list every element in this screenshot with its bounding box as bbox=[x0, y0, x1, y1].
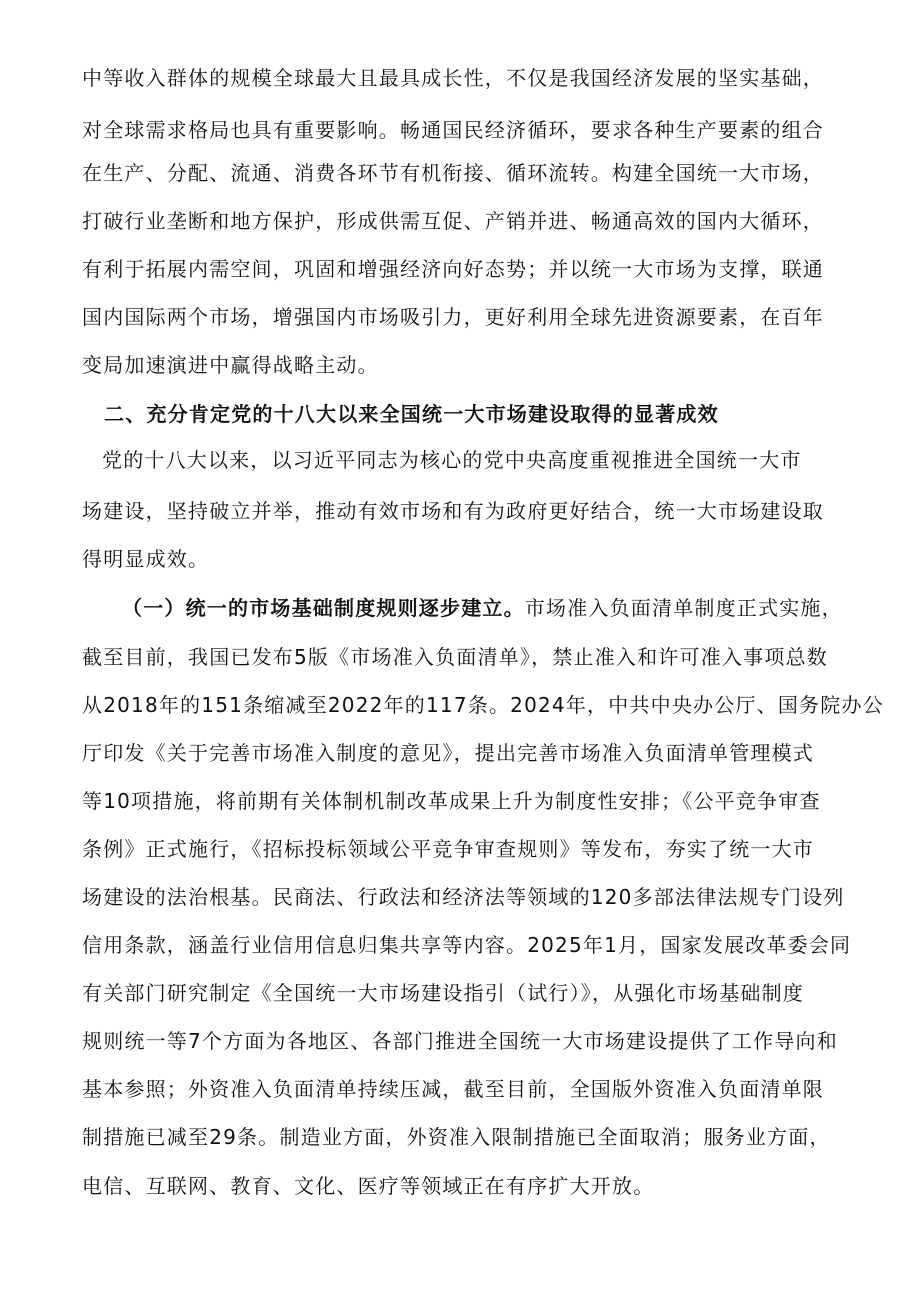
subsection-first-line-rest: 市场准入负面清单制度正式实施， bbox=[524, 596, 843, 620]
paragraph-line: 国内国际两个市场，增强国内市场吸引力，更好利用全球先进资源要素，在百年 bbox=[82, 305, 824, 329]
paragraph-line: 等10项措施，将前期有关体制机制改革成果上升为制度性安排；《公平竞争审查 bbox=[82, 789, 821, 813]
paragraph-line: 有关部门研究制定《全国统一大市场建设指引（试行）》，从强化市场基础制度 bbox=[82, 981, 804, 1005]
paragraph-line: 条例》正式施行，《招标投标领域公平竞争审查规则》等发布，夯实了统一大市 bbox=[82, 837, 814, 861]
paragraph-line: 打破行业垄断和地方保护，形成供需互促、产销并进、畅通高效的国内大循环， bbox=[82, 209, 824, 233]
paragraph-line: 信用条款，涵盖行业信用信息归集共享等内容。2025年1月，国家发展改革委会同 bbox=[82, 933, 852, 957]
paragraph-line: 规则统一等7个方面为各地区、各部门推进全国统一大市场建设提供了工作导向和 bbox=[82, 1029, 838, 1053]
subsection-first-line bbox=[122, 594, 862, 622]
paragraph-line: 从2018年的151条缩减至2022年的117条。2024年，中共中央办公厅、国务院办公 bbox=[82, 693, 884, 717]
paragraph-line: 有利于拓展内需空间，巩固和增强经济向好态势；并以统一大市场为支撑，联通 bbox=[82, 257, 824, 281]
paragraph-line: 变局加速演进中赢得战略主动。 bbox=[82, 353, 379, 377]
paragraph-line: 电信、互联网、教育、文化、医疗等领域正在有序扩大开放。 bbox=[82, 1174, 655, 1198]
paragraph-line: 制措施已减至29条。制造业方面，外资准入限制措施已全面取消；服务业方面， bbox=[82, 1125, 831, 1149]
section-heading: 二、充分肯定党的十八大以来全国统一大市场建设取得的显著成效 bbox=[104, 402, 719, 426]
paragraph-line: 截至目前，我国已发布5版《市场准入负面清单》，禁止准入和许可准入事项总数 bbox=[82, 645, 828, 669]
paragraph-line: 中等收入群体的规模全球最大且最具成长性，不仅是我国经济发展的坚实基础， bbox=[82, 66, 824, 90]
paragraph-line: 场建设，坚持破立并举，推动有效市场和有为政府更好结合，统一大市场建设取 bbox=[82, 499, 824, 523]
paragraph-line: 得明显成效。 bbox=[82, 547, 210, 571]
paragraph-line: 在生产、分配、流通、消费各环节有机衔接、循环流转。构建全国统一大市场， bbox=[82, 161, 824, 185]
paragraph-line: 场建设的法治根基。民商法、行政法和经济法等领域的120多部法律法规专门设列 bbox=[82, 885, 845, 909]
subsection-lead: （一）统一的市场基础制度规则逐步建立。 bbox=[122, 596, 525, 620]
paragraph-line: 厅印发《关于完善市场准入制度的意见》，提出完善市场准入负面清单管理模式 bbox=[82, 741, 814, 765]
paragraph-line: 党的十八大以来，以习近平同志为核心的党中央高度重视推进全国统一大市 bbox=[102, 448, 802, 472]
paragraph-line: 基本参照；外资准入负面清单持续压减，截至目前，全国版外资准入负面清单限 bbox=[82, 1077, 824, 1101]
paragraph-line: 对全球需求格局也具有重要影响。畅通国民经济循环，要求各种生产要素的组合 bbox=[82, 118, 824, 142]
